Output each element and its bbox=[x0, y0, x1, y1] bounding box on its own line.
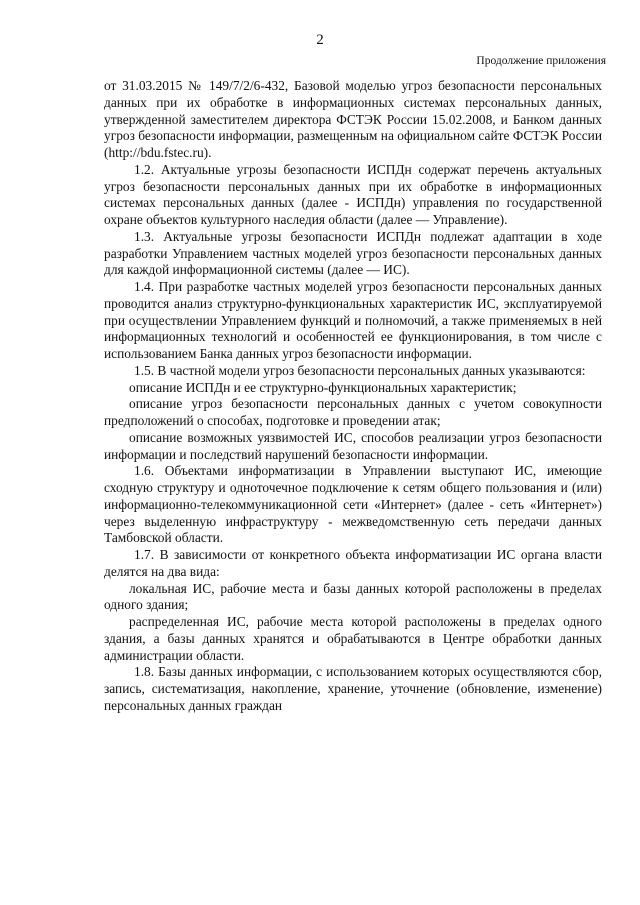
document-body bbox=[104, 78, 602, 715]
paragraph-1-3: 1.3. Актуальные угрозы безопасности ИСПДн подлежат адаптации в ходе разработки Управлением частных моделей угроз безопасности персональных данных для каждой информационной системы (далее — ИС). bbox=[104, 228, 602, 278]
list-item-vulnerability-description: описание возможных уязвимостей ИС, способов реализации угроз безопасности информации и последствий нарушений безопасности информации. bbox=[104, 429, 602, 462]
page-number: 2 bbox=[316, 32, 324, 48]
paragraph-1-5: 1.5. В частной модели угроз безопасности персональных данных указываются: bbox=[134, 362, 586, 378]
list-item-local-is: локальная ИС, рабочие места и базы данных которой расположены в пределах одного здания; bbox=[104, 580, 602, 613]
paragraph-1-8: 1.8. Базы данных информации, с использованием которых осуществляются сбор, запись, систематизация, накопление, хранение, уточнение (обновление, изменение) персональных данных граждан bbox=[104, 664, 602, 713]
paragraph-1-4: 1.4. При разработке частных моделей угроз безопасности персональных данных проводится анализ структурно-функциональных характеристик ИС, эксплуатируемой при осуществлении Управлением функций и полномочий, а также применяемых в ней информационных технологий и особенностей ее функционирования, в том числе с использованием Банка данных угроз безопасности информации. bbox=[104, 279, 602, 361]
paragraph-1-7: 1.7. В зависимости от конкретного объекта информатизации ИС органа власти делятся на два вида: bbox=[104, 547, 602, 579]
paragraph-1-6: 1.6. Объектами информатизации в Управлении выступают ИС, имеющие сходную структуру и одноточечное подключение к сетям общего пользования и (или) информационно-телекоммуникационной сети «Интернет» (далее - сеть «Интернет») через выделенную инфраструктуру - межведомственную сеть передачи данных Тамбовской области. bbox=[104, 463, 602, 546]
paragraph-1-2: 1.2. Актуальные угрозы безопасности ИСПДн содержат перечень актуальных угроз безопасности персональных данных при их обработке в информационных системах персональных данных (далее - ИСПДн) управления по государственной охране объектов культурного наследия области (далее — Управление). bbox=[104, 161, 602, 227]
list-item-threat-description: описание угроз безопасности персональных данных с учетом совокупности предположений о способах, подготовке и проведении атак; bbox=[104, 396, 602, 428]
list-item-distributed-is: распределенная ИС, рабочие места которой расположены в пределах одного здания, а базы данных хранятся и обрабатываются в Центре обработки данных администрации области. bbox=[104, 614, 602, 663]
paragraph-continuation: от 31.03.2015 № 149/7/2/6-432, Базовой моделью угроз безопасности персональных данных при их обработке в информационных системах персональных данных, утвержденной заместителем директора ФСТЭК России 15.02.2008, и Банком данных угроз безопасности информации, размещенным на официальном сайте ФСТЭК России (http://bdu.fstec.ru). bbox=[104, 78, 602, 160]
header-note: Продолжение приложения bbox=[476, 55, 606, 67]
list-item-ispdn-description: описание ИСПДн и ее структурно-функциональных характеристик; bbox=[129, 379, 517, 395]
